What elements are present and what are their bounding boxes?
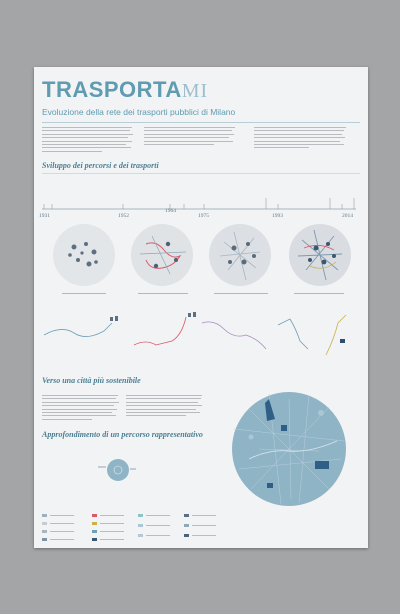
title-bold: TRASPORTA — [42, 77, 182, 102]
legend-item — [138, 527, 178, 545]
title-light: MI — [181, 80, 209, 102]
sustainable-text-column-2 — [126, 395, 204, 419]
route-detail-map — [229, 389, 349, 509]
header-divider — [42, 122, 360, 123]
circle-caption-2 — [138, 293, 188, 294]
legend-item — [92, 531, 132, 548]
sustainable-text-column-1 — [42, 395, 120, 422]
timeline-year-1964: 1964 — [165, 208, 176, 214]
map-highlight-east — [315, 461, 329, 469]
section-title-development: Sviluppo dei percorsi e dei trasporti — [42, 161, 159, 170]
legend-item — [42, 531, 82, 548]
section-title-representative-route: Approfondimento di un percorso rappresentativo — [42, 430, 203, 439]
timeline-year-1993: 1993 — [272, 213, 283, 219]
poster-title — [42, 77, 208, 103]
intro-text-column-3 — [254, 127, 346, 151]
poster-subtitle: Evoluzione della rete dei trasporti pubblici di Milano — [42, 107, 236, 117]
intro-text-column-1 — [42, 127, 134, 154]
timeline-year-1931: 1931 — [39, 213, 50, 219]
network-circle-1952 — [131, 224, 193, 286]
section-divider-1 — [42, 173, 360, 174]
timeline-year-1975: 1975 — [198, 213, 209, 219]
section-title-sustainable: Verso una città più sostenibile — [42, 376, 141, 385]
route-lines-diagram — [34, 305, 368, 365]
legend-item — [184, 527, 224, 545]
network-circle-1931 — [53, 224, 115, 286]
locator-map — [96, 455, 138, 489]
timeline-year-2014: 2014 — [342, 213, 353, 219]
circle-caption-3 — [214, 293, 268, 294]
circle-caption-1 — [62, 293, 106, 294]
poster — [34, 67, 368, 548]
intro-text-column-2 — [144, 127, 236, 147]
circle-caption-4 — [294, 293, 344, 294]
network-evolution-circles — [34, 222, 368, 302]
timeline-year-1952: 1952 — [118, 213, 129, 219]
